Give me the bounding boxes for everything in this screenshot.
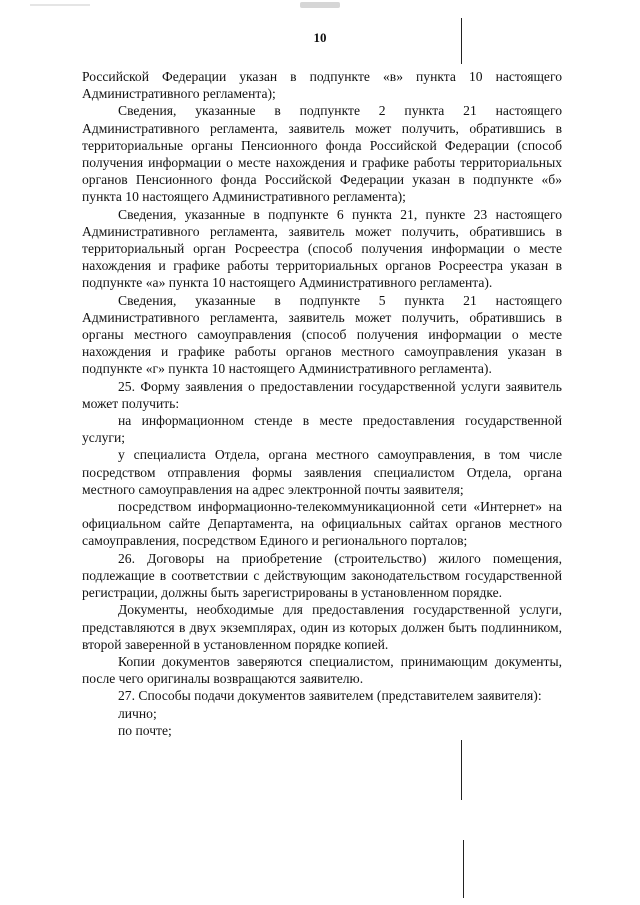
paragraph: 27. Способы подачи документов заявителем (представителем заявителя): <box>118 688 542 704</box>
paragraph: Российской Федерации указан в подпункте «в» пункта 10 настоящего Административного регламента); <box>82 69 562 102</box>
paragraph: Сведения, указанные в подпункте 2 пункта 21 настоящего Административного регламента, заявитель может получить, обратившись в территориальные органы Пенсионного фонда Российской Федерации (способ получения информации о месте нахождения и графике работы территориальных органов Пенсионного фонда Российской Федерации указан в подпункте «б» пункта 10 настоящего Административного регламента); <box>82 103 562 205</box>
paragraph: посредством информационно-телекоммуникационной сети «Интернет» на официальном сайте Департамента, на официальных сайтах органов местного самоуправления, посредством Единого и регионального порталов; <box>82 499 562 549</box>
paragraph: 26. Договоры на приобретение (строительство) жилого помещения, подлежащие в соответствии с действующим законодательством государственной регистрации, должны быть зарегистрированы в установленном порядке. <box>82 550 562 601</box>
paragraph: Документы, необходимые для предоставления государственной услуги, представляются в двух экземплярах, один из которых должен быть подлинником, второй заверенной в установленном порядке копией. <box>82 602 562 652</box>
paragraph: по почте; <box>118 722 172 738</box>
paragraph: Сведения, указанные в подпункте 6 пункта 21, пункте 23 настоящего Административного регламента, заявитель может получить, обратившись в территориальный орган Росреестра (способ получения информации о месте нахождения и графике работы территориальных органов Росреестра указан в подпункте «а» пункта 10 настоящего Административного регламента). <box>82 206 562 291</box>
paragraph: у специалиста Отдела, органа местного самоуправления, в том числе посредством отправления формы заявления специалистом Отдела, органа местного самоуправления на адрес электронной почты заявителя; <box>82 447 562 497</box>
scan-line-artifact <box>463 840 464 898</box>
paragraph: Копии документов заверяются специалистом, принимающим документы, после чего оригиналы возвращаются заявителю. <box>82 653 562 687</box>
scan-artifact-left <box>30 4 90 6</box>
scan-artifact-top <box>300 2 340 8</box>
paragraph: на информационном стенде в месте предоставления государственной услуги; <box>82 413 562 446</box>
page-number: 10 <box>313 30 327 45</box>
scan-line-artifact <box>461 18 462 64</box>
paragraph: Сведения, указанные в подпункте 5 пункта 21 настоящего Административного регламента, заявитель может получить, обратившись в органы местного самоуправления (способ получения информации о месте нахождения и графике работы органов местного самоуправления указан в подпункте «г» пункта 10 настоящего Административного регламента). <box>82 292 562 377</box>
paragraph: лично; <box>118 705 157 721</box>
document-body <box>82 68 562 739</box>
paragraph: 25. Форму заявления о предоставлении государственной услуги заявитель может получить: <box>82 378 562 411</box>
scan-line-artifact <box>461 740 462 800</box>
